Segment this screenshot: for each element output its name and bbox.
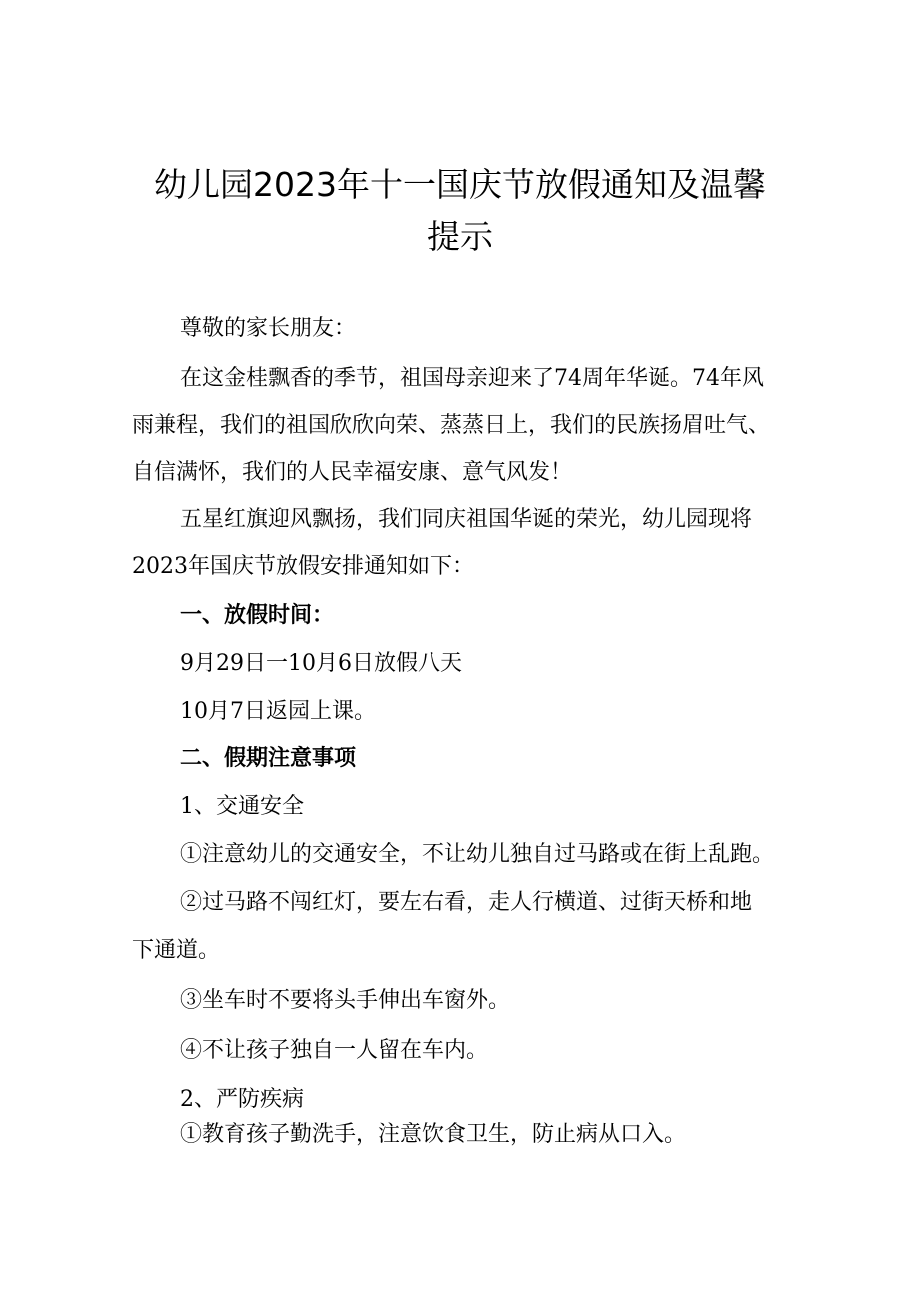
item-1-point-1: ①注意幼儿的交通安全，不让幼儿独自过马路或在街上乱跑。 <box>180 842 775 867</box>
paragraph-1-line-2: 雨兼程，我们的祖国欣欣向荣、蒸蒸日上，我们的民族扬眉吐气、 <box>132 413 771 438</box>
item-2-point-1: ①教育孩子勤洗手，注意饮食卫生，防止病从口入。 <box>180 1122 687 1147</box>
item-1-point-2-line-1: ②过马路不闯红灯，要左右看，走人行横道、过街天桥和地 <box>180 890 753 915</box>
document-title-line-1: 幼儿园2023年十一国庆节放假通知及温馨 <box>154 165 766 204</box>
return-date: 10月7日返园上课。 <box>180 699 376 724</box>
item-1-point-2-line-2: 下通道。 <box>132 938 221 963</box>
item-1-point-4: ④不让孩子独自一人留在车内。 <box>180 1038 489 1063</box>
item-2-heading: 2、严防疾病 <box>180 1087 304 1112</box>
greeting: 尊敬的家长朋友： <box>180 316 357 341</box>
holiday-period: 9月29日一10月6日放假八天 <box>180 651 462 676</box>
document-title-line-2: 提示 <box>427 217 493 256</box>
item-1-heading: 1、交通安全 <box>180 794 304 819</box>
item-1-point-3: ③坐车时不要将头手伸出车窗外。 <box>180 988 511 1013</box>
section-1-heading: 一、放假时间： <box>180 603 335 628</box>
section-2-heading: 二、假期注意事项 <box>180 746 357 771</box>
paragraph-1-line-3: 自信满怀，我们的人民幸福安康、意气风发！ <box>132 460 573 485</box>
paragraph-2-line-1: 五星红旗迎风飘扬，我们同庆祖国华诞的荣光，幼儿园现将 <box>180 507 753 532</box>
paragraph-2-line-2: 2023年国庆节放假安排通知如下： <box>132 554 474 579</box>
paragraph-1-line-1: 在这金桂飘香的季节，祖国母亲迎来了74周年华诞。74年风 <box>180 366 764 391</box>
